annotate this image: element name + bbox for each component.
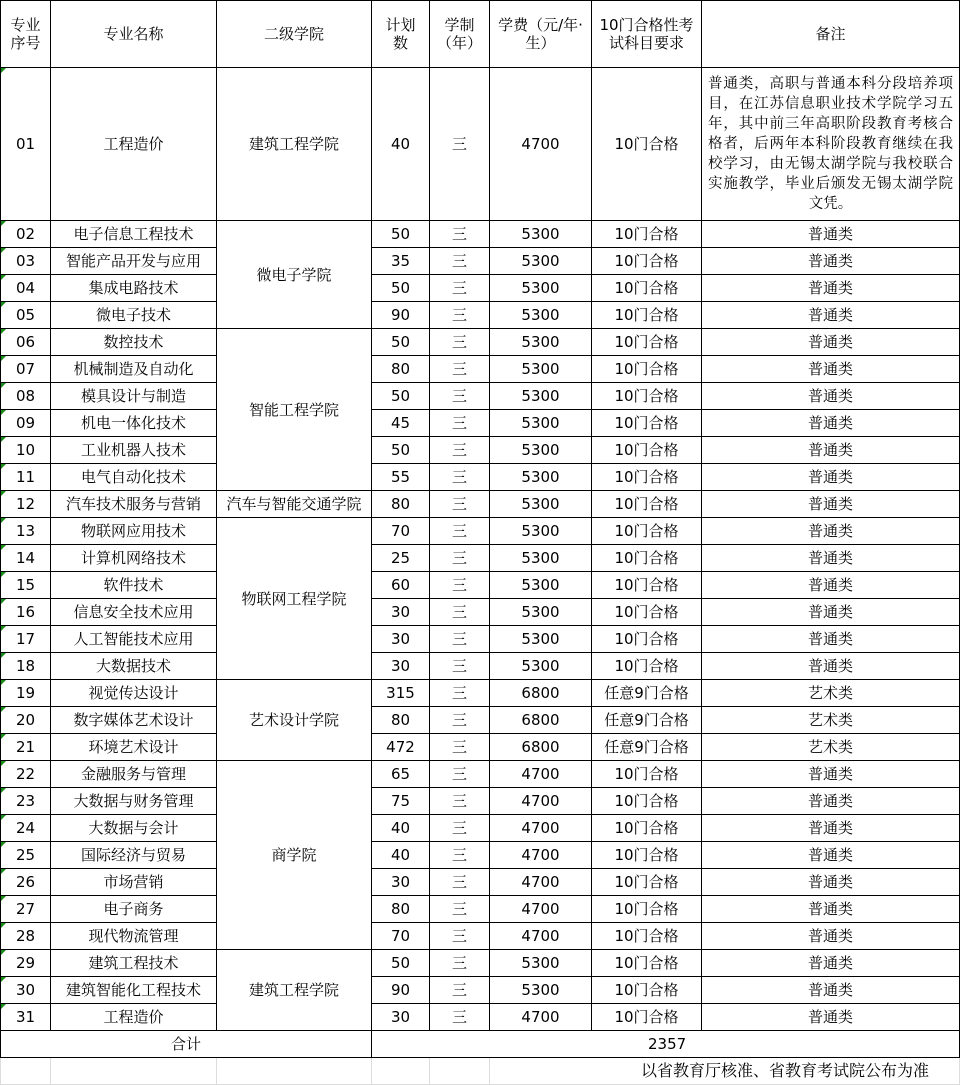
- duration-cell: 三: [430, 1004, 490, 1031]
- plan-cell: 80: [372, 707, 430, 734]
- plan-cell: 30: [372, 626, 430, 653]
- exam-cell: 10门合格: [592, 437, 702, 464]
- fee-cell: 6800: [490, 707, 592, 734]
- plan-cell: 40: [372, 68, 430, 221]
- plan-cell: 45: [372, 410, 430, 437]
- college-cell: 微电子学院: [217, 221, 372, 329]
- footer-blank-cell: [430, 1058, 490, 1085]
- seq-cell: 20: [1, 707, 51, 734]
- plan-cell: 70: [372, 923, 430, 950]
- seq-cell: 28: [1, 923, 51, 950]
- seq-cell: 18: [1, 653, 51, 680]
- seq-cell: 09: [1, 410, 51, 437]
- major-name-cell: 集成电路技术: [51, 275, 217, 302]
- major-name-cell: 汽车技术服务与营销: [51, 491, 217, 518]
- header-row: [1, 1, 960, 68]
- seq-cell: 05: [1, 302, 51, 329]
- table-row: [1, 383, 960, 410]
- duration-cell: 三: [430, 734, 490, 761]
- exam-cell: 任意9门合格: [592, 707, 702, 734]
- plan-cell: 472: [372, 734, 430, 761]
- total-row: [1, 1031, 960, 1058]
- fee-cell: 5300: [490, 491, 592, 518]
- fee-cell: 5300: [490, 464, 592, 491]
- note-cell: 普通类: [702, 464, 960, 491]
- fee-cell: 4700: [490, 842, 592, 869]
- plan-cell: 70: [372, 518, 430, 545]
- college-cell: 建筑工程学院: [217, 950, 372, 1031]
- exam-cell: 10门合格: [592, 248, 702, 275]
- duration-cell: 三: [430, 248, 490, 275]
- exam-cell: 10门合格: [592, 329, 702, 356]
- note-cell: 普通类: [702, 356, 960, 383]
- note-cell: 普通类: [702, 599, 960, 626]
- seq-cell: 21: [1, 734, 51, 761]
- plan-cell: 40: [372, 842, 430, 869]
- footer-blank-cell: [217, 1058, 372, 1085]
- table-row: [1, 1004, 960, 1031]
- major-name-cell: 大数据与财务管理: [51, 788, 217, 815]
- plan-cell: 35: [372, 248, 430, 275]
- footer-blank-cell: [51, 1058, 217, 1085]
- major-name-cell: 物联网应用技术: [51, 518, 217, 545]
- major-name-cell: 金融服务与管理: [51, 761, 217, 788]
- fee-cell: 4700: [490, 923, 592, 950]
- exam-cell: 10门合格: [592, 383, 702, 410]
- seq-cell: 23: [1, 788, 51, 815]
- seq-cell: 15: [1, 572, 51, 599]
- plan-cell: 30: [372, 653, 430, 680]
- total-label: 合计: [1, 1031, 372, 1058]
- header-exam: 10门合格性考试科目要求: [592, 1, 702, 68]
- exam-cell: 10门合格: [592, 302, 702, 329]
- exam-cell: 10门合格: [592, 68, 702, 221]
- seq-cell: 01: [1, 68, 51, 221]
- table-row: [1, 950, 960, 977]
- exam-cell: 10门合格: [592, 221, 702, 248]
- major-name-cell: 工业机器人技术: [51, 437, 217, 464]
- fee-cell: 5300: [490, 977, 592, 1004]
- major-name-cell: 机械制造及自动化: [51, 356, 217, 383]
- seq-cell: 13: [1, 518, 51, 545]
- seq-cell: 11: [1, 464, 51, 491]
- footer-blank-cell: [372, 1058, 430, 1085]
- college-cell: 物联网工程学院: [217, 518, 372, 680]
- major-name-cell: 工程造价: [51, 1004, 217, 1031]
- exam-cell: 10门合格: [592, 923, 702, 950]
- fee-cell: 6800: [490, 680, 592, 707]
- fee-cell: 4700: [490, 761, 592, 788]
- table-row: [1, 869, 960, 896]
- exam-cell: 10门合格: [592, 869, 702, 896]
- plan-cell: 30: [372, 1004, 430, 1031]
- table-row: [1, 545, 960, 572]
- exam-cell: 10门合格: [592, 599, 702, 626]
- plan-cell: 90: [372, 977, 430, 1004]
- plan-cell: 50: [372, 383, 430, 410]
- note-cell: 艺术类: [702, 734, 960, 761]
- table-row: [1, 329, 960, 356]
- duration-cell: 三: [430, 437, 490, 464]
- table-row: [1, 761, 960, 788]
- fee-cell: 5300: [490, 383, 592, 410]
- plan-cell: 50: [372, 950, 430, 977]
- header-fee: 学费（元/年·生）: [490, 1, 592, 68]
- fee-cell: 6800: [490, 734, 592, 761]
- exam-cell: 10门合格: [592, 761, 702, 788]
- fee-cell: 5300: [490, 302, 592, 329]
- plan-cell: 50: [372, 329, 430, 356]
- duration-cell: 三: [430, 221, 490, 248]
- plan-cell: 80: [372, 491, 430, 518]
- fee-cell: 5300: [490, 410, 592, 437]
- duration-cell: 三: [430, 869, 490, 896]
- fee-cell: 5300: [490, 437, 592, 464]
- major-name-cell: 模具设计与制造: [51, 383, 217, 410]
- duration-cell: 三: [430, 275, 490, 302]
- note-cell: 普通类: [702, 788, 960, 815]
- duration-cell: 三: [430, 680, 490, 707]
- note-cell: 普通类: [702, 329, 960, 356]
- fee-cell: 5300: [490, 518, 592, 545]
- plan-cell: 90: [372, 302, 430, 329]
- plan-cell: 80: [372, 896, 430, 923]
- duration-cell: 三: [430, 842, 490, 869]
- plan-cell: 55: [372, 464, 430, 491]
- seq-cell: 06: [1, 329, 51, 356]
- major-name-cell: 环境艺术设计: [51, 734, 217, 761]
- plan-cell: 315: [372, 680, 430, 707]
- fee-cell: 5300: [490, 950, 592, 977]
- exam-cell: 10门合格: [592, 491, 702, 518]
- major-name-cell: 大数据与会计: [51, 815, 217, 842]
- major-name-cell: 软件技术: [51, 572, 217, 599]
- fee-cell: 5300: [490, 545, 592, 572]
- exam-cell: 10门合格: [592, 626, 702, 653]
- duration-cell: 三: [430, 950, 490, 977]
- plan-cell: 65: [372, 761, 430, 788]
- duration-cell: 三: [430, 815, 490, 842]
- duration-cell: 三: [430, 572, 490, 599]
- table-row: [1, 68, 960, 221]
- college-cell: 艺术设计学院: [217, 680, 372, 761]
- seq-cell: 31: [1, 1004, 51, 1031]
- note-cell: 普通类: [702, 626, 960, 653]
- table-row: [1, 896, 960, 923]
- note-cell: 普通类: [702, 221, 960, 248]
- college-cell: 汽车与智能交通学院: [217, 491, 372, 518]
- duration-cell: 三: [430, 383, 490, 410]
- table-row: [1, 491, 960, 518]
- major-name-cell: 视觉传达设计: [51, 680, 217, 707]
- footnote-row: [1, 1058, 960, 1085]
- duration-cell: 三: [430, 977, 490, 1004]
- plan-cell: 75: [372, 788, 430, 815]
- exam-cell: 10门合格: [592, 572, 702, 599]
- college-cell: 建筑工程学院: [217, 68, 372, 221]
- duration-cell: 三: [430, 545, 490, 572]
- seq-cell: 03: [1, 248, 51, 275]
- major-name-cell: 现代物流管理: [51, 923, 217, 950]
- footer-blank-cell: [1, 1058, 51, 1085]
- major-name-cell: 大数据技术: [51, 653, 217, 680]
- duration-cell: 三: [430, 896, 490, 923]
- plan-cell: 50: [372, 437, 430, 464]
- duration-cell: 三: [430, 518, 490, 545]
- exam-cell: 10门合格: [592, 518, 702, 545]
- table-row: [1, 842, 960, 869]
- duration-cell: 三: [430, 491, 490, 518]
- table-row: [1, 572, 960, 599]
- table-row: [1, 464, 960, 491]
- note-cell: 普通类，高职与普通本科分段培养项目，在江苏信息职业技术学院学习五年，其中前三年高职阶段教育考核合格者，后两年本科阶段教育继续在我校学习，由无锡太湖学院与我校联合实施教学，毕业后颁发无锡太湖学院文凭。: [702, 68, 960, 221]
- table-row: [1, 356, 960, 383]
- header-major-name: 专业名称: [51, 1, 217, 68]
- major-name-cell: 机电一体化技术: [51, 410, 217, 437]
- college-cell: 商学院: [217, 761, 372, 950]
- note-cell: 普通类: [702, 761, 960, 788]
- table-row: [1, 653, 960, 680]
- seq-cell: 07: [1, 356, 51, 383]
- exam-cell: 10门合格: [592, 356, 702, 383]
- header-college: 二级学院: [217, 1, 372, 68]
- fee-cell: 5300: [490, 356, 592, 383]
- table-row: [1, 221, 960, 248]
- duration-cell: 三: [430, 410, 490, 437]
- exam-cell: 10门合格: [592, 896, 702, 923]
- note-cell: 普通类: [702, 869, 960, 896]
- major-name-cell: 数字媒体艺术设计: [51, 707, 217, 734]
- note-cell: 艺术类: [702, 707, 960, 734]
- exam-cell: 任意9门合格: [592, 734, 702, 761]
- major-name-cell: 建筑智能化工程技术: [51, 977, 217, 1004]
- exam-cell: 10门合格: [592, 950, 702, 977]
- note-cell: 普通类: [702, 410, 960, 437]
- note-cell: 普通类: [702, 491, 960, 518]
- seq-cell: 24: [1, 815, 51, 842]
- table-row: [1, 815, 960, 842]
- fee-cell: 4700: [490, 869, 592, 896]
- seq-cell: 16: [1, 599, 51, 626]
- duration-cell: 三: [430, 599, 490, 626]
- note-cell: 普通类: [702, 896, 960, 923]
- note-cell: 普通类: [702, 653, 960, 680]
- fee-cell: 4700: [490, 68, 592, 221]
- fee-cell: 4700: [490, 1004, 592, 1031]
- fee-cell: 5300: [490, 248, 592, 275]
- note-cell: 普通类: [702, 275, 960, 302]
- note-cell: 普通类: [702, 572, 960, 599]
- seq-cell: 19: [1, 680, 51, 707]
- major-name-cell: 微电子技术: [51, 302, 217, 329]
- major-name-cell: 计算机网络技术: [51, 545, 217, 572]
- duration-cell: 三: [430, 68, 490, 221]
- table-row: [1, 275, 960, 302]
- fee-cell: 4700: [490, 788, 592, 815]
- table-row: [1, 626, 960, 653]
- note-cell: 普通类: [702, 383, 960, 410]
- note-cell: 普通类: [702, 923, 960, 950]
- footnote: 以省教育厅核准、省教育考试院公布为准: [490, 1058, 960, 1085]
- fee-cell: 5300: [490, 572, 592, 599]
- exam-cell: 10门合格: [592, 275, 702, 302]
- major-name-cell: 信息安全技术应用: [51, 599, 217, 626]
- seq-cell: 10: [1, 437, 51, 464]
- table-row: [1, 977, 960, 1004]
- duration-cell: 三: [430, 464, 490, 491]
- exam-cell: 10门合格: [592, 545, 702, 572]
- note-cell: 艺术类: [702, 680, 960, 707]
- note-cell: 普通类: [702, 842, 960, 869]
- table-row: [1, 734, 960, 761]
- header-seq: 专业序号: [1, 1, 51, 68]
- seq-cell: 02: [1, 221, 51, 248]
- note-cell: 普通类: [702, 815, 960, 842]
- table-row: [1, 923, 960, 950]
- duration-cell: 三: [430, 761, 490, 788]
- fee-cell: 5300: [490, 221, 592, 248]
- note-cell: 普通类: [702, 302, 960, 329]
- header-note: 备注: [702, 1, 960, 68]
- plan-cell: 80: [372, 356, 430, 383]
- plan-cell: 50: [372, 221, 430, 248]
- plan-cell: 40: [372, 815, 430, 842]
- seq-cell: 26: [1, 869, 51, 896]
- seq-cell: 25: [1, 842, 51, 869]
- seq-cell: 30: [1, 977, 51, 1004]
- fee-cell: 5300: [490, 329, 592, 356]
- duration-cell: 三: [430, 302, 490, 329]
- table-row: [1, 788, 960, 815]
- duration-cell: 三: [430, 707, 490, 734]
- major-name-cell: 建筑工程技术: [51, 950, 217, 977]
- table-row: [1, 410, 960, 437]
- seq-cell: 04: [1, 275, 51, 302]
- note-cell: 普通类: [702, 437, 960, 464]
- seq-cell: 14: [1, 545, 51, 572]
- header-plan: 计划数: [372, 1, 430, 68]
- fee-cell: 4700: [490, 815, 592, 842]
- fee-cell: 5300: [490, 599, 592, 626]
- table-row: [1, 437, 960, 464]
- major-name-cell: 智能产品开发与应用: [51, 248, 217, 275]
- table-row: [1, 680, 960, 707]
- table-row: [1, 518, 960, 545]
- duration-cell: 三: [430, 788, 490, 815]
- exam-cell: 10门合格: [592, 1004, 702, 1031]
- table-row: [1, 707, 960, 734]
- seq-cell: 08: [1, 383, 51, 410]
- exam-cell: 10门合格: [592, 464, 702, 491]
- major-name-cell: 人工智能技术应用: [51, 626, 217, 653]
- plan-cell: 50: [372, 275, 430, 302]
- seq-cell: 27: [1, 896, 51, 923]
- duration-cell: 三: [430, 329, 490, 356]
- plan-cell: 25: [372, 545, 430, 572]
- table-row: [1, 248, 960, 275]
- seq-cell: 22: [1, 761, 51, 788]
- major-name-cell: 电子信息工程技术: [51, 221, 217, 248]
- note-cell: 普通类: [702, 950, 960, 977]
- exam-cell: 10门合格: [592, 842, 702, 869]
- exam-cell: 10门合格: [592, 410, 702, 437]
- major-name-cell: 数控技术: [51, 329, 217, 356]
- major-name-cell: 国际经济与贸易: [51, 842, 217, 869]
- plan-cell: 60: [372, 572, 430, 599]
- note-cell: 普通类: [702, 977, 960, 1004]
- major-name-cell: 电子商务: [51, 896, 217, 923]
- college-cell: 智能工程学院: [217, 329, 372, 491]
- duration-cell: 三: [430, 356, 490, 383]
- exam-cell: 10门合格: [592, 653, 702, 680]
- seq-cell: 12: [1, 491, 51, 518]
- fee-cell: 5300: [490, 626, 592, 653]
- duration-cell: 三: [430, 923, 490, 950]
- total-value: 2357: [372, 1031, 960, 1058]
- table-row: [1, 599, 960, 626]
- note-cell: 普通类: [702, 1004, 960, 1031]
- duration-cell: 三: [430, 626, 490, 653]
- plan-cell: 30: [372, 599, 430, 626]
- exam-cell: 10门合格: [592, 977, 702, 1004]
- fee-cell: 5300: [490, 275, 592, 302]
- note-cell: 普通类: [702, 518, 960, 545]
- header-duration: 学制（年）: [430, 1, 490, 68]
- table-row: [1, 302, 960, 329]
- major-name-cell: 市场营销: [51, 869, 217, 896]
- fee-cell: 5300: [490, 653, 592, 680]
- note-cell: 普通类: [702, 248, 960, 275]
- plan-cell: 30: [372, 869, 430, 896]
- major-name-cell: 工程造价: [51, 68, 217, 221]
- exam-cell: 任意9门合格: [592, 680, 702, 707]
- seq-cell: 29: [1, 950, 51, 977]
- note-cell: 普通类: [702, 545, 960, 572]
- duration-cell: 三: [430, 653, 490, 680]
- fee-cell: 4700: [490, 896, 592, 923]
- exam-cell: 10门合格: [592, 788, 702, 815]
- major-name-cell: 电气自动化技术: [51, 464, 217, 491]
- seq-cell: 17: [1, 626, 51, 653]
- exam-cell: 10门合格: [592, 815, 702, 842]
